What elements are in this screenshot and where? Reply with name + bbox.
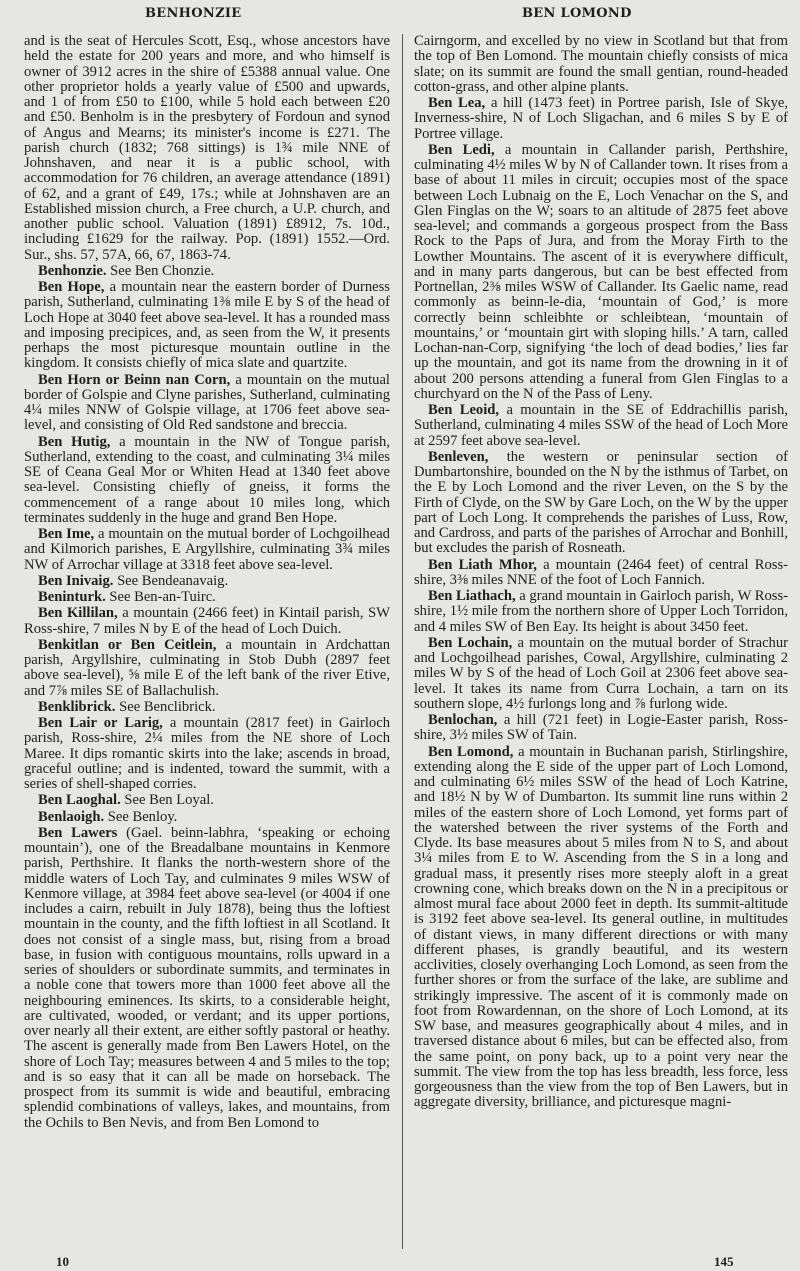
entry-text: a mountain (2466 feet) in Kintail parish, SW Ross-shire, 7 miles N by E of the head of Loch Duich. xyxy=(24,605,391,637)
entry-headword: Benleven, xyxy=(428,448,489,465)
entry-text: (Gael. beinn-labhra, ‘speaking or echoing mountain’), one of the Breadalbane mountains in Kenmore parish, Perthshire. It flanks the north-western shore of the middle waters of Loch Tay, and culminates 9 miles WSW of Kenmore village, at 3984 feet above sea-level (or 4004 if one includes a cairn, rebuilt in July 1878), being thus the loftiest mountain in the county, and the fifth loftiest in all Scotland. It does not consist of a single mass, but, rising from a broad base, in fusion with contiguous mountains, rolls upward in a series of shoulders or subordinate summits, and terminates in a noble cone that towers more than 1000 feet above all the neighbouring eminences. Its skirts, to a considerable height, are cultivated, wooded, or verdant; and its upper portions, over nearly all their extent, are either softly pastoral or heathy. The ascent is generally made from Ben Lawers Hotel, on the shore of Loch Tay; measures between 4 and 5 miles to the top; and is so easy that it can all be made on horseback. The prospect from its summit is wide and beautiful, embracing splendid combinations of valleys, lakes, and mountains, from the Ochils to Ben Nevis, and from Ben Lomond to xyxy=(24,824,390,1131)
entry-headword: Ben Inivaig. xyxy=(38,572,114,589)
entry-headword: Ben Liath Mhor, xyxy=(428,556,537,573)
gazetteer-entry xyxy=(24,590,390,605)
running-head-right: BEN LOMOND xyxy=(522,6,632,21)
gazetteer-entry xyxy=(24,435,390,527)
entry-headword: Benklibrick. xyxy=(38,698,116,715)
gazetteer-entry xyxy=(414,558,788,589)
entry-text: a mountain near the eastern border of Durness parish, Sutherland, culminating 1⅜ mile E by S of the head of Loch Hope at 3040 feet above sea-level. It has a rounded mass and imposing precipices, and, as seen from the W, it presents perhaps the most picturesque mountain outline in the kingdom. It consists chiefly of mica slate and quartzite. xyxy=(24,279,390,372)
entry-text: a mountain on the mutual border of Lochgoilhead and Kilmorich parishes, E Argyllshire, culminating 3¾ miles NW of Arrochar village at 3318 feet above sea-level. xyxy=(24,526,390,573)
right-column xyxy=(414,34,788,1112)
entry-headword: Ben Leoid, xyxy=(428,402,500,418)
gazetteer-entry xyxy=(414,34,788,95)
gazetteer-entry xyxy=(414,713,788,744)
gazetteer-entry xyxy=(24,826,390,1131)
entry-headword: Benkitlan or Ben Ceitlein, xyxy=(38,636,217,653)
page-number-left: 10 xyxy=(56,1254,69,1269)
entry-headword: Ben Lea, xyxy=(428,95,486,111)
entry-headword: Beninturk. xyxy=(38,589,106,605)
gazetteer-entry xyxy=(24,638,390,699)
entry-text: a mountain in the NW of Tongue parish, Sutherland, extending to the coast, and culminating 3¼ miles SE of Ceana Geal Mor or Whiten Head at 1340 feet above sea-level. Consisting chiefly of gneiss, it forms the commencement of a range about 10 miles long, which terminates suddenly in the huge and grand Ben Hope. xyxy=(24,433,390,526)
gazetteer-entry xyxy=(24,527,390,573)
gazetteer-entry xyxy=(24,606,390,637)
entry-text: a hill (721 feet) in Logie-Easter parish, Ross-shire, 3½ miles SW of Tain. xyxy=(414,712,788,744)
entry-text: a mountain in Ardchattan parish, Argyllshire, culminating in Stob Dubh (2897 feet above sea-level), ⅝ mile E of the left bank of the river Etive, and 7⅞ miles SE of Ballachulish. xyxy=(24,636,390,699)
gazetteer-entry xyxy=(414,403,788,449)
entry-text: a mountain (2464 feet) of central Ross-shire, 3⅜ miles NNE of the foot of Loch Fannich. xyxy=(414,556,788,588)
entry-headword: Benhonzie. xyxy=(38,262,107,279)
entry-text: a mountain on the mutual border of Golspie and Clyne parishes, Sutherland, culminating 4¼ miles NNW of Golspie village, at 1706 feet above sea-level, and consisting of Old Red sandstone and breccia. xyxy=(24,371,390,434)
entry-text: See Ben-an-Tuirc. xyxy=(105,589,216,605)
entry-text: a mountain in Buchanan parish, Stirlingshire, extending along the E side of the upper part of Loch Lomond, and culminating 6½ miles SSW of the head of Loch Katrine, and 18½ N by W of Dumbarton. Its summit line runs within 2 miles of the eastern shore of Loch Lomond, yet forms part of the watershed between the river systems of the Forth and Clyde. Its base measures about 5 miles from N to S, and about 3¼ miles from E to W. Ascending from the S in a long and gradual mass, it presently rises more steeply aloft in a great crowning cone, which breaks down on the N in a precipitous or almost mural face about 2000 feet in depth. Its summit-altitude is 3192 feet above sea-level. Its general outline, in multitudes of distant views, in many different directions or with many different phases, is grandly beautiful, and its western acclivities, closely overhanging Loch Lomond, as seen from the further shores or from the surface of the lake, are sublime and strikingly impressive. The ascent of it is commonly made on foot from Rowardennan, on the shore of Loch Lomond, at its SW base, and measures geographically about 4 miles, and in traversed distance about 6 miles, but can be effected also, from the same point, on pony back, up to a point very near the summit. The view from the top has less breadth, less force, less gorgeousness than the view from the top of Ben Lawers, but in aggregate diversity, brilliance, and picturesque magni- xyxy=(414,743,788,1111)
gazetteer-entry xyxy=(414,450,788,557)
entry-headword: Ben Laoghal. xyxy=(38,792,121,809)
page-number-right: 145 xyxy=(714,1254,734,1269)
gazetteer-entry xyxy=(24,574,390,589)
entry-text: See Bendeanavaig. xyxy=(113,572,229,589)
entry-headword: Ben Killilan, xyxy=(38,605,118,622)
entry-text: a mountain in the SE of Eddrachillis parish, Sutherland, culminating 4 miles SSW of the head of Loch More at 2597 feet above sea-level. xyxy=(414,402,788,449)
left-column xyxy=(24,34,390,1132)
entry-text: a hill (1473 feet) in Portree parish, Isle of Skye, Inverness-shire, N of Loch Sligachan, and 6 miles S by E of Portree village. xyxy=(414,95,788,142)
entry-text: Cairngorm, and excelled by no view in Scotland but that from the top of Ben Lomond. The mountain chiefly consists of mica slate; on its summit are found the small gentian, round-headed cotton-grass, and other alpine plants. xyxy=(414,33,788,95)
entry-headword: Ben Lair or Larig, xyxy=(38,715,163,731)
entry-headword: Benlochan, xyxy=(428,712,498,728)
gazetteer-entry xyxy=(24,810,390,825)
entry-text: See Benclibrick. xyxy=(115,698,216,715)
running-head-left: BENHONZIE xyxy=(145,6,242,21)
entry-headword: Ben Liathach, xyxy=(428,588,516,604)
entry-headword: Ben Ime, xyxy=(38,526,95,542)
gazetteer-entry xyxy=(24,280,390,372)
gazetteer-entry xyxy=(414,589,788,635)
entry-headword: Ben Hutig, xyxy=(38,433,111,450)
gazetteer-entry xyxy=(24,716,390,792)
entry-text: a grand mountain in Gairloch parish, W Ross-shire, 1½ mile from the northern shore of Upper Loch Torridon, and 4 miles SW of Ben Eay. Its height is about 3450 feet. xyxy=(414,588,788,635)
gazetteer-entry xyxy=(414,96,788,142)
gazetteer-entry xyxy=(414,745,788,1111)
entry-text: the western or peninsular section of Dumbartonshire, bounded on the N by the isthmus of Tarbet, on the E by Loch Lomond and the river Leven, on the S by the Firth of Clyde, on the SW by Gare Loch, on the W by the upper part of Loch Long. It comprehends the parishes of Luss, Row, and Cardross, and parts of the parishes of Arrochar and Bonhill, but excludes the parish of Rosneath. xyxy=(414,448,788,557)
entry-text: See Ben Chonzie. xyxy=(106,262,215,279)
entry-text: a mountain in Callander parish, Perthshire, culminating 4½ miles W by N of Callander town. It rises from a base of about 11 miles in circuit; occupies most of the space between Loch Lubnaig on the E, Loch Venachar on the S, and Glen Finglas on the W; soars to an altitude of 2875 feet above sea-level; and commands a gorgeous prospect from the Bass Rock to the Paps of Jura, and from the Moray Firth to the Lowther Mountains. The ascent of it is everywhere difficult, and in many parts dangerous, but can be best effected from Portnellan, 2⅜ miles WSW of Callander. Its Gaelic name, read commonly as beinn-le-dia, ‘mountain of God,’ is more correctly beinn schleibhte or schleibtean, ‘mountain of mountains,’ or ‘mountain girt with sloping hills.’ A tarn, called Lochan-nan-Corp, signifying ‘the loch of dead bodies,’ lies far up the mountain, and got its name from the drowning in it of about 200 persons attending a funeral from Glen Finglas to a churchyard on the N of the Pass of Leny. xyxy=(414,141,788,402)
entry-text: See Benloy. xyxy=(104,808,178,825)
gazetteer-entry xyxy=(24,373,390,434)
gazetteer-entry xyxy=(414,143,788,402)
entry-headword: Ben Ledi, xyxy=(428,141,495,158)
entry-headword: Ben Horn or Beinn nan Corn, xyxy=(38,371,231,388)
entry-text: a mountain (2817 feet) in Gairloch parish, Ross-shire, 2¼ miles from the NE shore of Loch Maree. It dips romantic skirts into the lake; ascends in broad, graceful outline; and is indented, toward the summit, with a series of shell-shaped corries. xyxy=(24,715,391,792)
entry-headword: Ben Lawers xyxy=(38,824,118,841)
entry-headword: Ben Lochain, xyxy=(428,634,513,651)
entry-text: and is the seat of Hercules Scott, Esq., whose ancestors have held the estate for 200 years and more, and who himself is owner of 3912 acres in the shire of £5388 annual value. One other proprietor holds a yearly value of £500 and upwards, and 1 of from £50 to £100, while 5 hold each between £20 and £50. Benholm is in the presbytery of Fordoun and synod of Angus and Mearns; its minister's income is £271. The parish church (1832; 768 sittings) is 1¾ mile NNE of Johnshaven, and near it is a public school, with accommodation for 76 children, an average attendance (1891) of 62, and a grant of £49, 17s.; while at Johnshaven are an Established mission church, a Free church, a U.P. church, and another public school. Valuation (1891) £8912, 7s. 10d., including £1629 for the railway. Pop. (1891) 1552.—Ord. Sur., shs. 57, 57A, 66, 67, 1863-74. xyxy=(24,33,390,263)
entry-headword: Benlaoigh. xyxy=(38,808,105,825)
gazetteer-entry xyxy=(24,264,390,279)
gazetteer-entry xyxy=(24,34,390,263)
gazetteer-entry xyxy=(24,700,390,715)
gazetteer-entry xyxy=(24,793,390,808)
entry-headword: Ben Hope, xyxy=(38,279,105,295)
gazetteer-entry xyxy=(414,636,788,712)
entry-headword: Ben Lomond, xyxy=(428,743,514,760)
column-divider xyxy=(402,34,403,1249)
entry-text: See Ben Loyal. xyxy=(120,792,214,809)
entry-text: a mountain on the mutual border of Strachur and Lochgoilhead parishes, Cowal, Argyllshire, culminating 2 miles W by S of the head of Loch Goil at 2306 feet above sea-level. It takes its name from Curra Lochain, a tarn on its southern slope, 4½ furlongs long and ⅞ furlong wide. xyxy=(414,634,788,712)
